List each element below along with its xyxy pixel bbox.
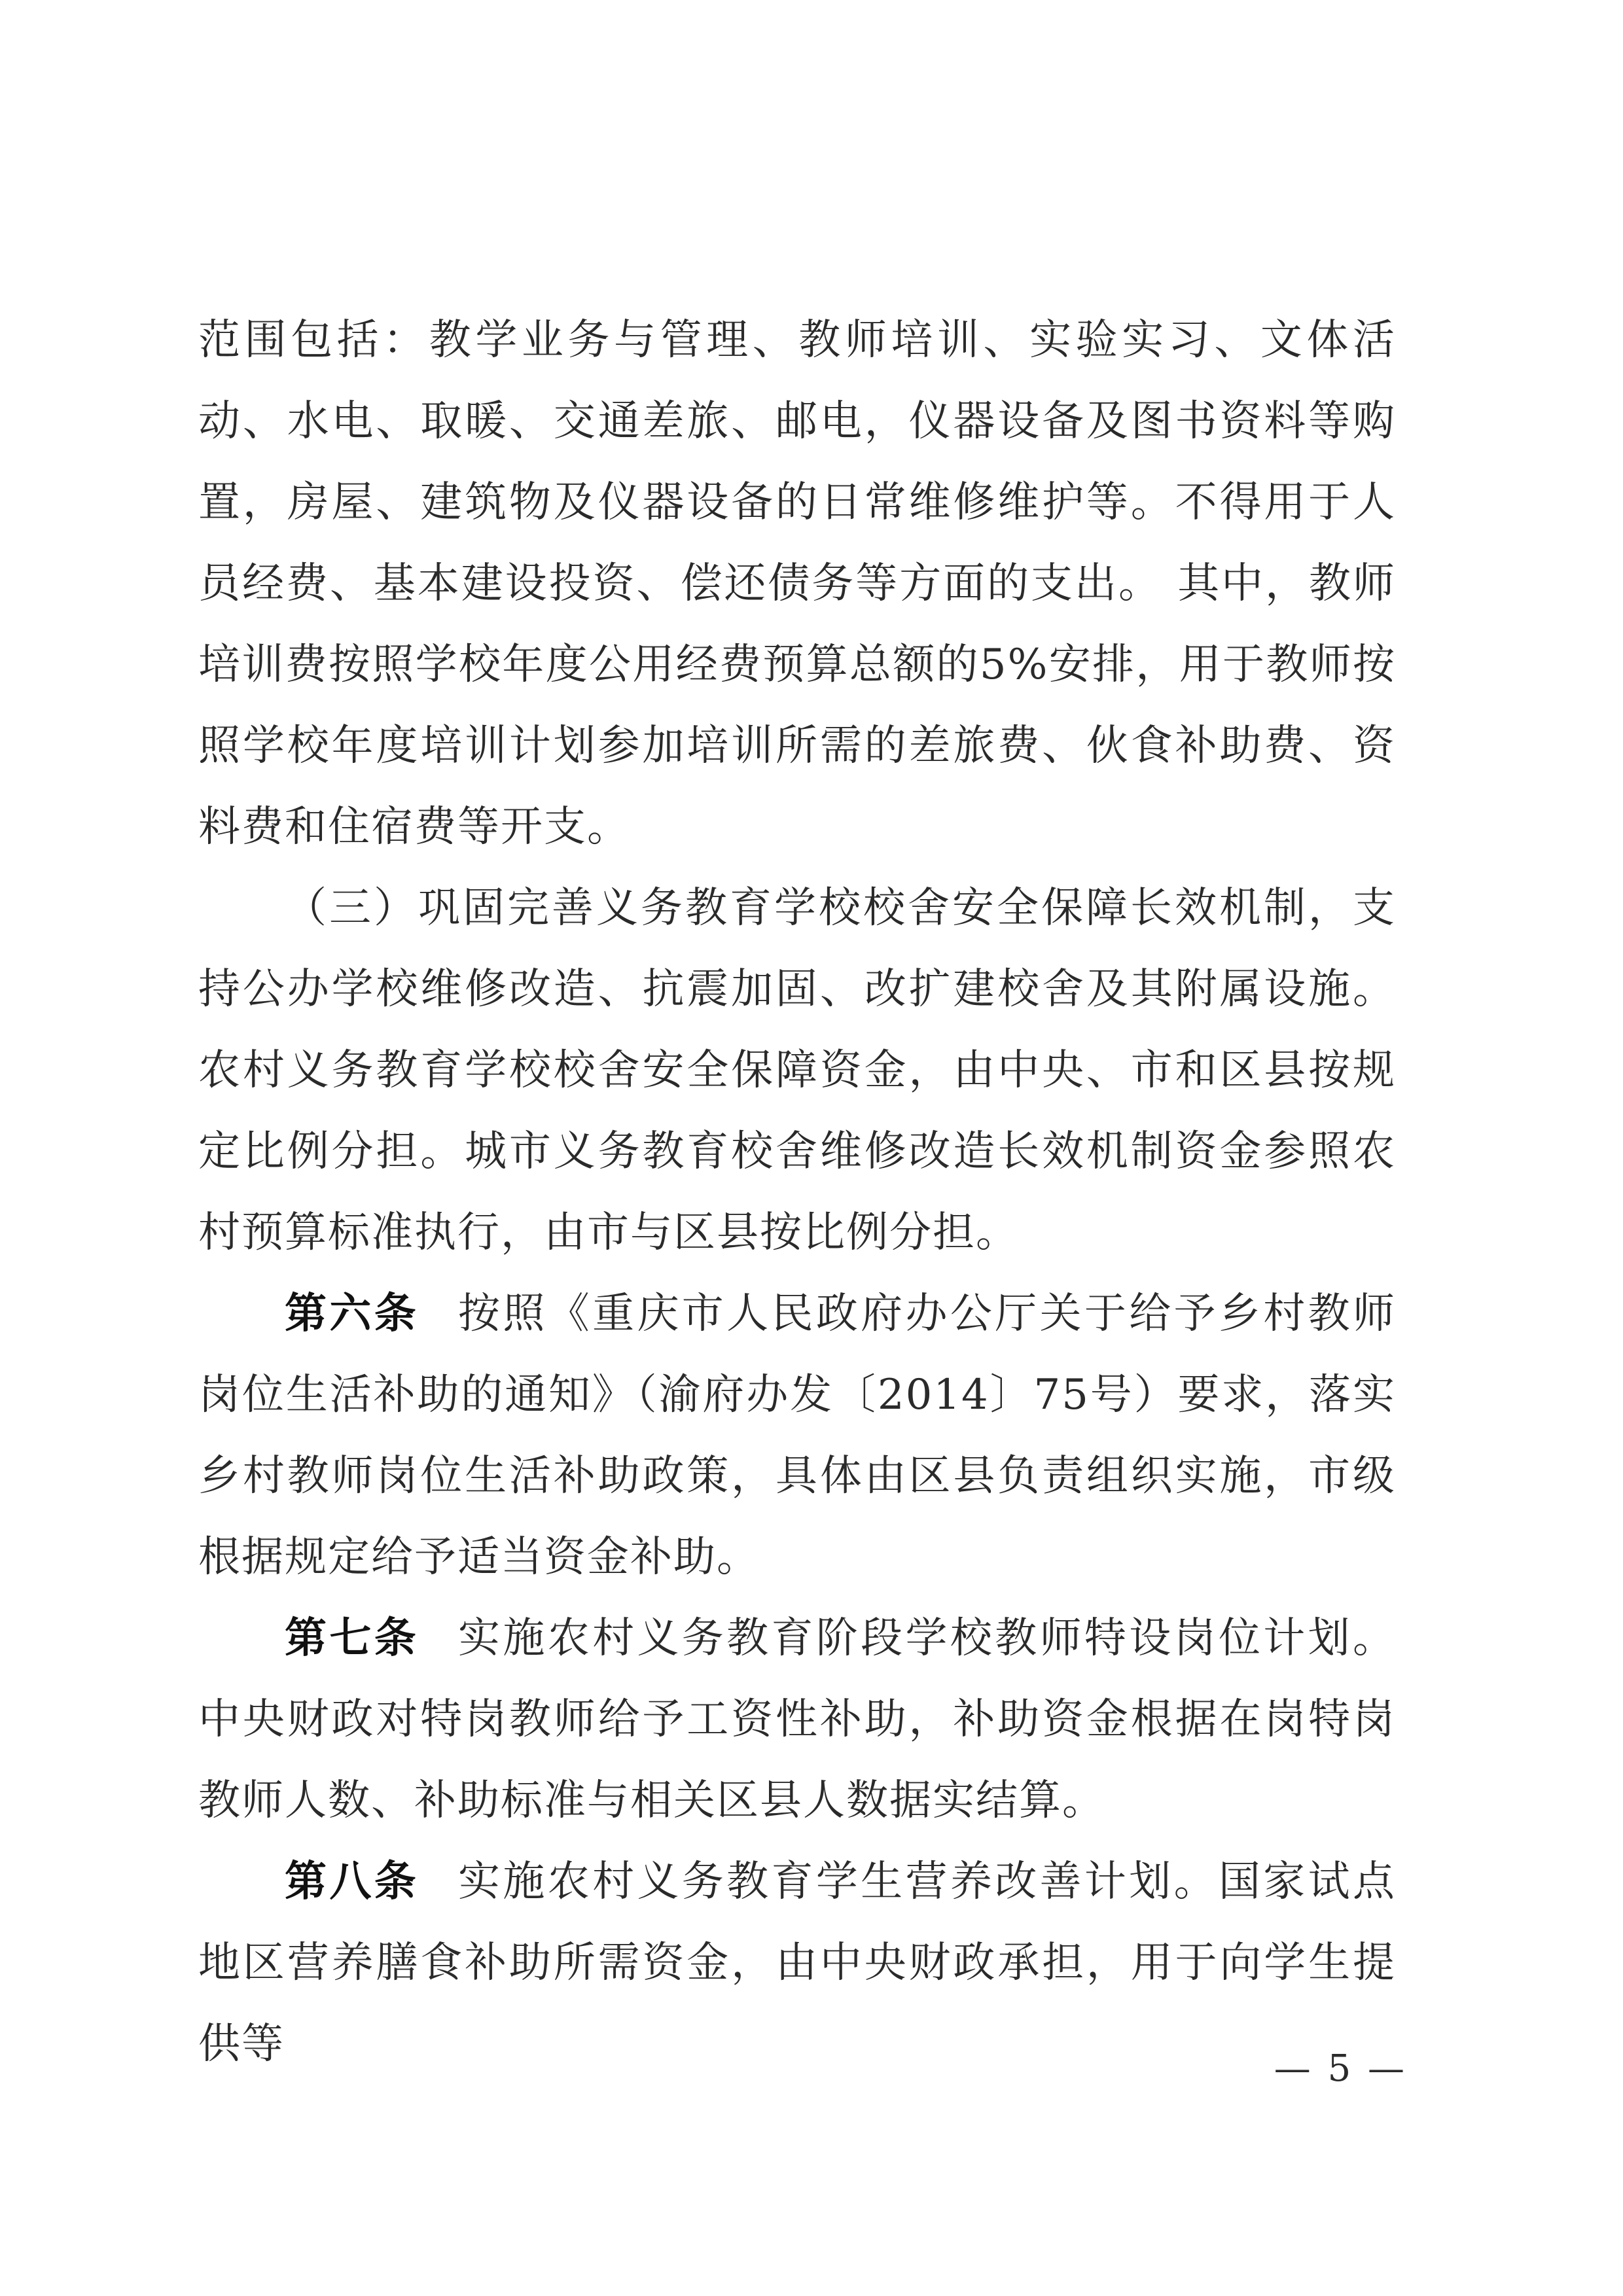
paragraph-item-three: [198, 868, 1396, 1273]
article-six: [198, 1273, 1396, 1598]
page-number: — 5 —: [1274, 2047, 1407, 2090]
article-heading: 第八条: [285, 1857, 419, 1906]
paragraph-scope: [198, 300, 1396, 868]
article-heading: 第七条: [285, 1614, 419, 1663]
document-body: [198, 300, 1396, 2085]
article-heading: 第六条: [285, 1289, 419, 1338]
paragraph-text: 实施农村义务教育阶段学校教师特设岗位计划。中央财政对特岗教师给予工资性补助，补助资金根据在岗特岗教师人数、补助标准与相关区县人数据实结算。: [198, 1614, 1397, 1825]
paragraph-text: 范围包括：教学业务与管理、教师培训、实验实习、文体活动、水电、取暖、交通差旅、邮电，仪器设备及图书资料等购置，房屋、建筑物及仪器设备的日常维修维护等。不得用于人员经费、基本建设投资、偿还债务等方面的支出。 其中，教师培训费按照学校年度公用经费预算总额的5%安排，用于教师按照学校年度培训计划参加培训所需的差旅费、伙食补助费、资料费和住宿费等开支。: [198, 316, 1396, 851]
article-seven: [198, 1598, 1396, 1841]
article-eight: [198, 1841, 1396, 2085]
paragraph-text: （三）巩固完善义务教育学校校舍安全保障长效机制，支持公办学校维修改造、抗震加固、改扩建校舍及其附属设施。农村义务教育学校校舍安全保障资金，由中央、市和区县按规定比例分担。城市义务教育校舍维修改造长效机制资金参照农村预算标准执行，由市与区县按比例分担。: [198, 884, 1396, 1257]
paragraph-text: 按照《重庆市人民政府办公厅关于给予乡村教师岗位生活补助的通知》（渝府办发〔2014〕75号）要求，落实乡村教师岗位生活补助政策，具体由区县负责组织实施，市级根据规定给予适当资金补助。: [198, 1290, 1397, 1581]
paragraph-text: 实施农村义务教育学生营养改善计划。国家试点地区营养膳食补助所需资金，由中央财政承担，用于向学生提供等: [198, 1858, 1397, 2068]
